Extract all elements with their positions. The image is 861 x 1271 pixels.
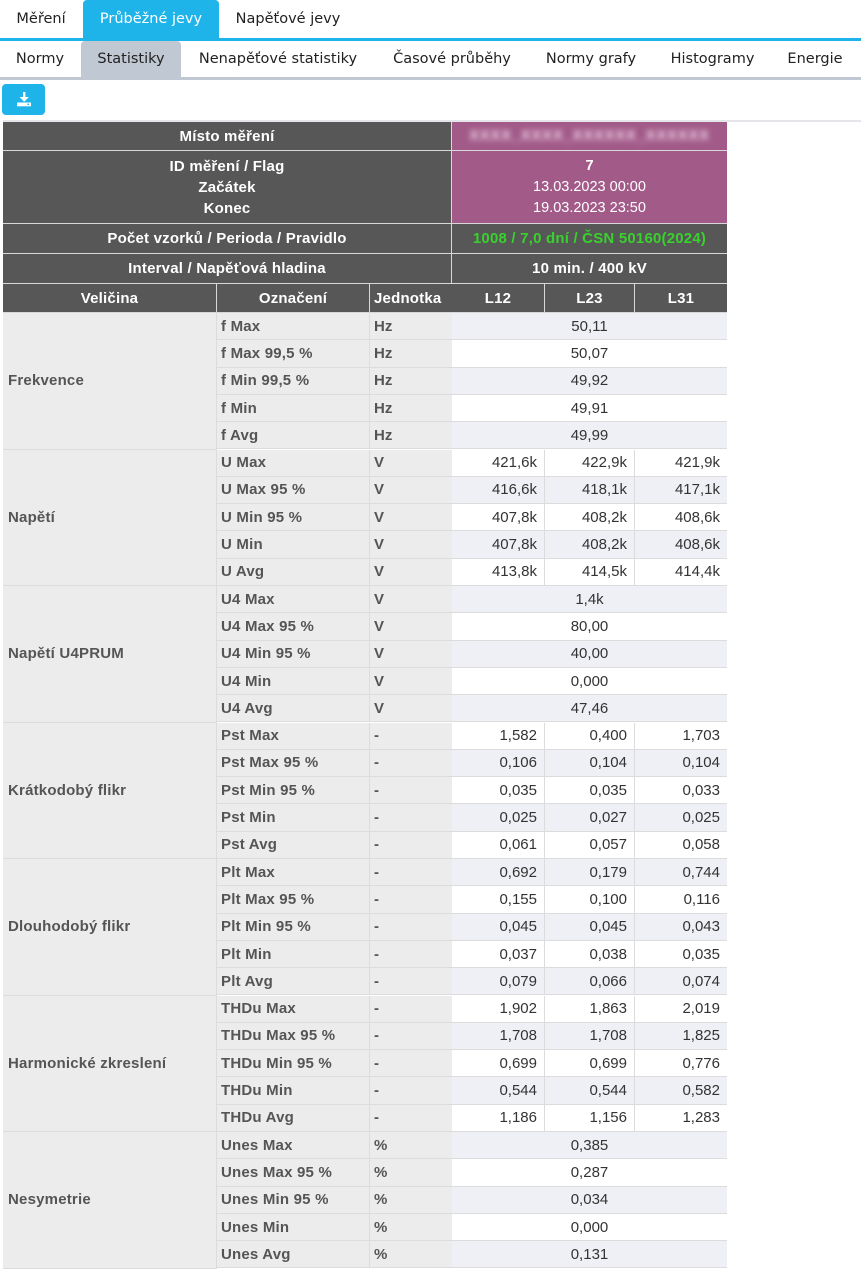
row-unit: - [370, 914, 452, 941]
table-row [3, 996, 727, 1023]
col-velicina: Veličina [3, 284, 217, 313]
row-label: Unes Min 95 % [217, 1187, 370, 1214]
row-label: f Min [217, 395, 370, 422]
row-label: Pst Min 95 % [217, 777, 370, 804]
value-l12: 0,155 [452, 886, 545, 913]
tab-statistiky[interactable]: Statistiky [81, 41, 181, 77]
value-l23: 422,9k [545, 450, 635, 477]
tab-normy[interactable]: Normy [15, 51, 65, 67]
group-label: Harmonické zkreslení [3, 996, 217, 1133]
row-unit: - [370, 886, 452, 913]
value-l23: 0,035 [545, 777, 635, 804]
table-row [3, 695, 727, 722]
value-all-phases: 40,00 [452, 641, 727, 668]
value-all-phases: 0,131 [452, 1241, 727, 1268]
table-row [3, 1132, 727, 1159]
row-unit: - [370, 1050, 452, 1077]
row-label: U Max 95 % [217, 477, 370, 504]
row-label: THDu Min [217, 1077, 370, 1104]
value-l31: 0,074 [635, 968, 727, 995]
place-value-text: XXXX_XXXX_XXXXXX_XXXXXX [469, 128, 710, 144]
table-row [3, 313, 727, 340]
row-unit: V [370, 531, 452, 558]
row-label: U4 Min 95 % [217, 641, 370, 668]
value-all-phases: 80,00 [452, 613, 727, 640]
tab-napetove-jevy[interactable]: Napěťové jevy [235, 11, 341, 27]
group-label: Napětí [3, 450, 217, 587]
value-l31: 414,4k [635, 559, 727, 586]
value-l23: 1,863 [545, 996, 635, 1023]
row-label: U4 Min [217, 668, 370, 695]
table-row [3, 1077, 727, 1104]
table-row [3, 886, 727, 913]
row-unit: Hz [370, 340, 452, 367]
row-label: Unes Min [217, 1214, 370, 1241]
row-label: U Avg [217, 559, 370, 586]
table-row [3, 641, 727, 668]
row-unit: - [370, 859, 452, 886]
row-label: U4 Max 95 % [217, 613, 370, 640]
row-unit: V [370, 559, 452, 586]
row-label: U4 Max [217, 586, 370, 613]
row-unit: V [370, 477, 452, 504]
table-row [3, 914, 727, 941]
col-oznaceni: Označení [217, 284, 370, 313]
row-unit: - [370, 723, 452, 750]
table-row [3, 613, 727, 640]
value-l12: 416,6k [452, 477, 545, 504]
table-row [3, 859, 727, 886]
table-row [3, 586, 727, 613]
row-label: f Avg [217, 422, 370, 449]
row-unit: V [370, 668, 452, 695]
row-unit: Hz [370, 422, 452, 449]
row-unit: - [370, 750, 452, 777]
value-all-phases: 0,385 [452, 1132, 727, 1159]
group-label: Frekvence [3, 313, 217, 450]
value-l31: 0,043 [635, 914, 727, 941]
value-l23: 0,038 [545, 941, 635, 968]
table-row [3, 668, 727, 695]
value-all-phases: 0,000 [452, 1214, 727, 1241]
value-l23: 0,057 [545, 832, 635, 859]
row-label: Plt Min [217, 941, 370, 968]
id-label: ID měření / Flag [169, 157, 285, 175]
table-row [3, 750, 727, 777]
id-values [452, 151, 727, 224]
row-label: U Max [217, 450, 370, 477]
end-label: Konec [203, 199, 251, 217]
table-row [3, 477, 727, 504]
table-row [3, 777, 727, 804]
col-jednotka: Jednotka [370, 284, 452, 313]
value-l31: 0,116 [635, 886, 727, 913]
id-row [3, 151, 727, 224]
tab-casove-prubehy[interactable]: Časové průběhy [393, 51, 511, 67]
row-unit: % [370, 1241, 452, 1268]
row-unit: % [370, 1214, 452, 1241]
value-all-phases: 0,000 [452, 668, 727, 695]
secondary-tabs [0, 41, 861, 80]
row-label: Unes Max 95 % [217, 1159, 370, 1186]
place-value [452, 122, 727, 151]
value-l31: 0,776 [635, 1050, 727, 1077]
value-l23: 0,699 [545, 1050, 635, 1077]
group-label: Krátkodobý flikr [3, 723, 217, 860]
value-l23: 0,100 [545, 886, 635, 913]
id-labels [3, 151, 452, 224]
tab-nenapetove-statistiky[interactable]: Nenapěťové statistiky [198, 51, 358, 67]
row-label: Pst Min [217, 804, 370, 831]
value-l31: 1,825 [635, 1023, 727, 1050]
row-label: THDu Avg [217, 1105, 370, 1132]
value-l23: 0,027 [545, 804, 635, 831]
value-l12: 1,186 [452, 1105, 545, 1132]
value-all-phases: 49,92 [452, 368, 727, 395]
value-l12: 1,708 [452, 1023, 545, 1050]
row-unit: V [370, 613, 452, 640]
value-all-phases: 50,11 [452, 313, 727, 340]
row-unit: - [370, 996, 452, 1023]
value-l23: 414,5k [545, 559, 635, 586]
value-all-phases: 50,07 [452, 340, 727, 367]
row-unit: V [370, 695, 452, 722]
row-unit: - [370, 941, 452, 968]
row-label: Plt Avg [217, 968, 370, 995]
table-row [3, 395, 727, 422]
row-unit: % [370, 1132, 452, 1159]
table-row [3, 1050, 727, 1077]
interval-value: 10 min. / 400 kV [452, 254, 727, 284]
value-l12: 0,079 [452, 968, 545, 995]
end-value: 19.03.2023 23:50 [533, 199, 646, 216]
table-row [3, 531, 727, 558]
value-l12: 0,106 [452, 750, 545, 777]
group-label: Napětí U4PRUM [3, 586, 217, 723]
value-l12: 421,6k [452, 450, 545, 477]
place-label: Místo měření [3, 122, 452, 151]
row-unit: V [370, 450, 452, 477]
row-label: Unes Avg [217, 1241, 370, 1268]
value-l12: 0,035 [452, 777, 545, 804]
primary-tabs [0, 0, 861, 41]
value-l12: 0,544 [452, 1077, 545, 1104]
row-unit: - [370, 777, 452, 804]
value-all-phases: 1,4k [452, 586, 727, 613]
row-unit: V [370, 504, 452, 531]
value-l12: 0,045 [452, 914, 545, 941]
row-label: f Max [217, 313, 370, 340]
table-row [3, 832, 727, 859]
value-l12: 0,699 [452, 1050, 545, 1077]
row-unit: - [370, 804, 452, 831]
value-l23: 0,045 [545, 914, 635, 941]
row-unit: Hz [370, 368, 452, 395]
value-all-phases: 49,91 [452, 395, 727, 422]
value-l12: 407,8k [452, 531, 545, 558]
tab-histogramy[interactable]: Histogramy [670, 51, 755, 67]
value-l31: 0,033 [635, 777, 727, 804]
value-l23: 0,179 [545, 859, 635, 886]
tab-prubezne-jevy[interactable]: Průběžné jevy [83, 0, 219, 38]
table-row [3, 968, 727, 995]
value-l23: 1,156 [545, 1105, 635, 1132]
row-unit: % [370, 1187, 452, 1214]
value-l23: 0,104 [545, 750, 635, 777]
value-l31: 0,035 [635, 941, 727, 968]
value-all-phases: 47,46 [452, 695, 727, 722]
row-label: U4 Avg [217, 695, 370, 722]
value-l31: 0,582 [635, 1077, 727, 1104]
col-l31: L31 [635, 284, 727, 313]
value-l23: 0,066 [545, 968, 635, 995]
value-all-phases: 0,287 [452, 1159, 727, 1186]
row-label: THDu Max 95 % [217, 1023, 370, 1050]
value-l23: 408,2k [545, 504, 635, 531]
table-row [3, 723, 727, 750]
group-label: Dlouhodobý flikr [3, 859, 217, 996]
table-row [3, 422, 727, 449]
tab-energie[interactable]: Energie [787, 51, 843, 67]
value-l31: 408,6k [635, 504, 727, 531]
value-l12: 1,582 [452, 723, 545, 750]
row-label: Plt Min 95 % [217, 914, 370, 941]
value-l23: 418,1k [545, 477, 635, 504]
table-row [3, 1214, 727, 1241]
samples-label: Počet vzorků / Perioda / Pravidlo [3, 224, 452, 254]
place-row [3, 122, 727, 151]
value-l23: 408,2k [545, 531, 635, 558]
value-l23: 1,708 [545, 1023, 635, 1050]
value-l12: 1,902 [452, 996, 545, 1023]
download-icon [16, 92, 32, 107]
value-l12: 0,037 [452, 941, 545, 968]
value-l12: 407,8k [452, 504, 545, 531]
value-l12: 0,061 [452, 832, 545, 859]
interval-label: Interval / Napěťová hladina [3, 254, 452, 284]
table-row [3, 1187, 727, 1214]
row-label: Pst Avg [217, 832, 370, 859]
value-all-phases: 49,99 [452, 422, 727, 449]
row-unit: - [370, 1077, 452, 1104]
start-label: Začátek [198, 178, 256, 196]
column-header-row [3, 284, 727, 313]
row-label: Plt Max [217, 859, 370, 886]
table-row [3, 1159, 727, 1186]
row-label: Unes Max [217, 1132, 370, 1159]
table-row [3, 450, 727, 477]
row-unit: % [370, 1159, 452, 1186]
row-label: THDu Max [217, 996, 370, 1023]
value-l31: 0,104 [635, 750, 727, 777]
row-unit: V [370, 641, 452, 668]
value-all-phases: 0,034 [452, 1187, 727, 1214]
row-label: f Max 99,5 % [217, 340, 370, 367]
row-label: THDu Min 95 % [217, 1050, 370, 1077]
table-row [3, 804, 727, 831]
row-label: Pst Max 95 % [217, 750, 370, 777]
value-l31: 417,1k [635, 477, 727, 504]
value-l12: 0,025 [452, 804, 545, 831]
value-l31: 0,025 [635, 804, 727, 831]
table-row [3, 1241, 727, 1268]
row-unit: V [370, 586, 452, 613]
interval-row [3, 254, 727, 284]
value-l31: 408,6k [635, 531, 727, 558]
id-value: 7 [585, 157, 594, 174]
table-row [3, 504, 727, 531]
table-row [3, 368, 727, 395]
row-label: Plt Max 95 % [217, 886, 370, 913]
value-l23: 0,400 [545, 723, 635, 750]
table-row [3, 1105, 727, 1132]
value-l31: 0,058 [635, 832, 727, 859]
col-l12: L12 [452, 284, 545, 313]
row-unit: Hz [370, 395, 452, 422]
row-unit: - [370, 1023, 452, 1050]
tab-normy-grafy[interactable]: Normy grafy [545, 51, 637, 67]
row-unit: - [370, 968, 452, 995]
samples-value: 1008 / 7,0 dní / ČSN 50160(2024) [452, 224, 727, 254]
row-unit: - [370, 1105, 452, 1132]
row-unit: Hz [370, 313, 452, 340]
col-l23: L23 [545, 284, 635, 313]
value-l12: 413,8k [452, 559, 545, 586]
row-label: U Min [217, 531, 370, 558]
table-row [3, 559, 727, 586]
samples-row [3, 224, 727, 254]
value-l12: 0,692 [452, 859, 545, 886]
table-row [3, 340, 727, 367]
value-l31: 421,9k [635, 450, 727, 477]
value-l31: 1,283 [635, 1105, 727, 1132]
download-button[interactable] [2, 84, 45, 115]
value-l31: 0,744 [635, 859, 727, 886]
group-label: Nesymetrie [3, 1132, 217, 1269]
row-label: U Min 95 % [217, 504, 370, 531]
table-row [3, 941, 727, 968]
row-unit: - [370, 832, 452, 859]
tab-mereni[interactable]: Měření [16, 11, 66, 27]
row-label: Pst Max [217, 723, 370, 750]
start-value: 13.03.2023 00:00 [533, 178, 646, 195]
value-l31: 1,703 [635, 723, 727, 750]
table-row [3, 1023, 727, 1050]
row-label: f Min 99,5 % [217, 368, 370, 395]
value-l23: 0,544 [545, 1077, 635, 1104]
value-l31: 2,019 [635, 996, 727, 1023]
